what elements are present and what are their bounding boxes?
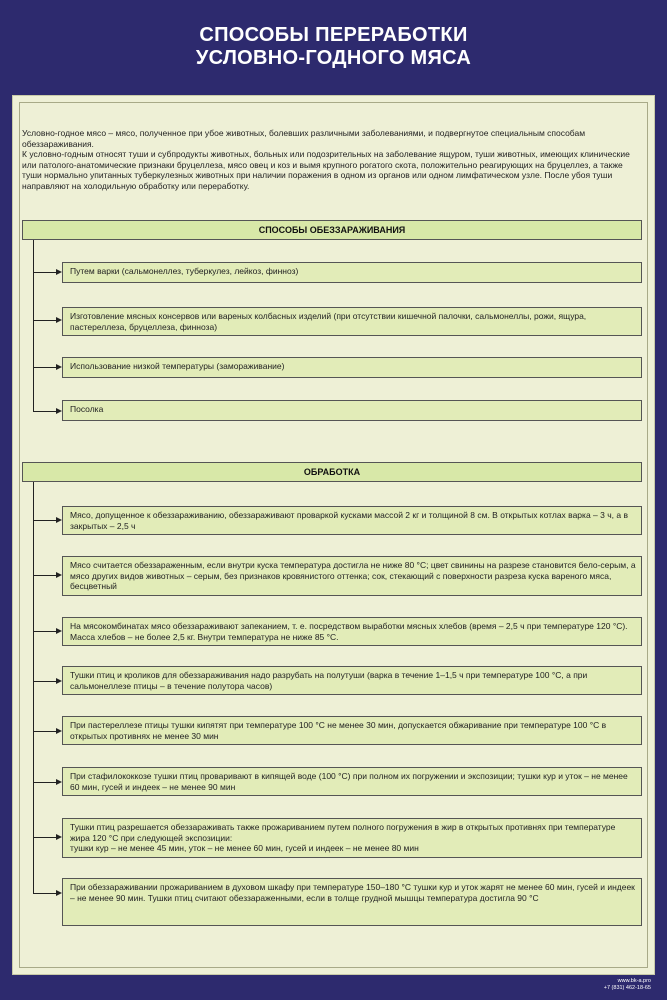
processing-item: При обеззараживании прожариванием в духовом шкафу при температуре 150–180 °С тушки кур и уток жарят не менее 60 мин, гусей и индеек – не менее 90 мин. Тушки птиц считают обеззараженными, если в толще грудной мышцы температура достигла 90 °С: [62, 878, 642, 926]
disinfection-item: Посолка: [62, 400, 642, 421]
header: [0, 0, 667, 88]
processing-item: При стафилококкозе тушки птиц проваривают в кипящей воде (100 °С) при полном их погружении и экспозиции; тушки кур и уток – не менее 60 мин, гусей и индеек – не менее 90 мин: [62, 767, 642, 796]
processing-title: ОБРАБОТКА: [22, 462, 642, 482]
connector-line: [33, 631, 56, 632]
footer-contacts: [604, 978, 651, 992]
processing-item: Мясо, допущенное к обеззараживанию, обеззараживают проваркой кусками массой 2 кг и толщиной 8 см. В открытых котлах варка – 3 ч, а в закрытых – 2,5 ч: [62, 506, 642, 535]
processing-item: Мясо считается обеззараженным, если внутри куска температура достигла не ниже 80 °С; цвет свинины на разрезе становится бело-серым, а мясо других видов животных – серым, без признаков кровянистого оттенка; сок, стекающий с поверхности разреза куска вареного мяса, бесцветный: [62, 556, 642, 596]
disinfection-item: Изготовление мясных консервов или вареных колбасных изделий (при отсутствии кишечной палочки, сальмонеллы, рожи, ящура, пастереллеза, бруцеллеза, финноза): [62, 307, 642, 336]
connector-line: [33, 272, 56, 273]
connector-line: [33, 782, 56, 783]
footer-site: www.bk-a.pro: [617, 978, 651, 984]
connector-line: [33, 320, 56, 321]
connector-line: [33, 837, 56, 838]
connector-line: [33, 520, 56, 521]
disinfection-connector: [33, 240, 34, 412]
connector-line: [33, 893, 56, 894]
title-line-1: СПОСОБЫ ПЕРЕРАБОТКИ: [199, 24, 468, 46]
processing-item: При пастереллезе птицы тушки кипятят при температуре 100 °С не менее 30 мин, допускается обжаривание при температуре 100 °С в открытых противнях не менее 30 мин: [62, 716, 642, 745]
processing-item: На мясокомбинатах мясо обеззараживают запеканием, т. е. посредством выработки мясных хлебов (время – 2,5 ч при температуре 120 °С). Масса хлебов – не более 2,5 кг. Внутри температура не ниже 85 °С.: [62, 617, 642, 646]
title-line-2: УСЛОВНО-ГОДНОГО МЯСА: [195, 47, 472, 69]
intro-text: Условно-годное мясо – мясо, полученное при убое животных, болевших различными заболеваниями, и подвергнутое специальным способам обеззараживания. К условно-годным относят туши и субпродукты животных, больных или подозрительных на заболевание ящуром, туши животных, имеющих клинические или патолого-анатомические признаки бруцеллеза, мясо овец и коз и вымя крупного рогатого скота, положительно реагирующих на бруцеллез, а также туши нормально упитанных туберкулезных животных при наличии поражения в одном из органов или одном лимфатическом узле. После убоя туши направляют на холодильную обработку или переработку.: [22, 128, 630, 191]
connector-line: [33, 575, 56, 576]
connector-line: [33, 731, 56, 732]
disinfection-item: Путем варки (сальмонеллез, туберкулез, лейкоз, финноз): [62, 262, 642, 283]
processing-connector: [33, 482, 34, 893]
connector-line: [33, 367, 56, 368]
connector-line: [33, 411, 56, 412]
footer-phone: +7 (831) 462-18-65: [603, 985, 651, 991]
connector-line: [33, 681, 56, 682]
disinfection-item: Использование низкой температуры (замораживание): [62, 357, 642, 378]
processing-item: Тушки птиц и кроликов для обеззараживания надо разрубать на полутуши (варка в течение 1–1,5 ч при температуре 100 °С, а при сальмонеллезе птицы – в течение полутора часов): [62, 666, 642, 695]
disinfection-title: СПОСОБЫ ОБЕЗЗАРАЖИВАНИЯ: [22, 220, 642, 240]
processing-item: Тушки птиц разрешается обеззараживать также прожариванием путем полного погружения в жир в открытых противнях при температуре жира 120 °С при следующей экспозиции: тушки кур – не менее 45 мин, уток – не менее 60 мин, гусей и индеек – не менее 80 мин: [62, 818, 642, 858]
